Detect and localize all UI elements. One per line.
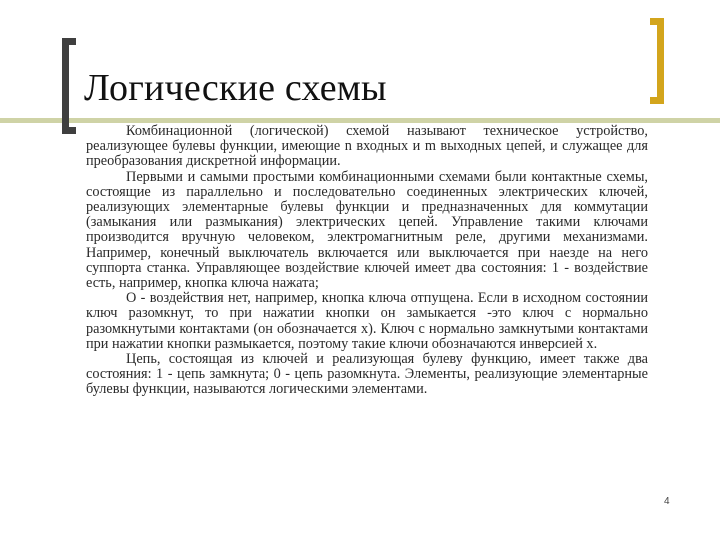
slide-title: Логические схемы: [84, 67, 387, 109]
right-bracket-decoration: [650, 18, 664, 104]
paragraph: О - воздействия нет, например, кнопка ключа отпущена. Если в исходном состоянии ключ разомкнут, то при нажатии кнопки он замыкается -это ключ с нормально разомкнутыми контактами (он обозначается x). Ключ с нормально замкнутыми контактами при нажатии кнопки размыкается, поэтому такие ключи обозначаются инверсией x.: [86, 290, 648, 352]
paragraph: Комбинационной (логической) схемой называют техническое устройство, реализующее булевы функции, имеющие n входных и m выходных цепей, и служащее для преобразования дискретной информации.: [86, 123, 648, 170]
body-text: [86, 124, 648, 398]
page-number: 4: [664, 496, 670, 507]
paragraph: Цепь, состоящая из ключей и реализующая булеву функцию, имеет также два состояния: 1 - цепь замкнута; 0 - цепь разомкнута. Элементы, реализующие элементарные булевы функции, называются логическими элементами.: [86, 351, 648, 398]
paragraph: Первыми и самыми простыми комбинационными схемами были контактные схемы, состоящие из параллельно и последовательно соединенных электрических ключей, реализующих элементарные булевы функции и предназначенных для коммутации (замыкания или размыкания) электрических цепей. Управление такими ключами производится вручную человеком, электромагнитным реле, другими механизмами. Например, конечный выключатель включается или выключается при наезде на него суппорта станка. Управляющее воздействие ключей имеет два состояния: 1 - воздействие есть, например, кнопка ключа нажата;: [86, 168, 648, 292]
left-bracket-decoration: [62, 38, 76, 134]
